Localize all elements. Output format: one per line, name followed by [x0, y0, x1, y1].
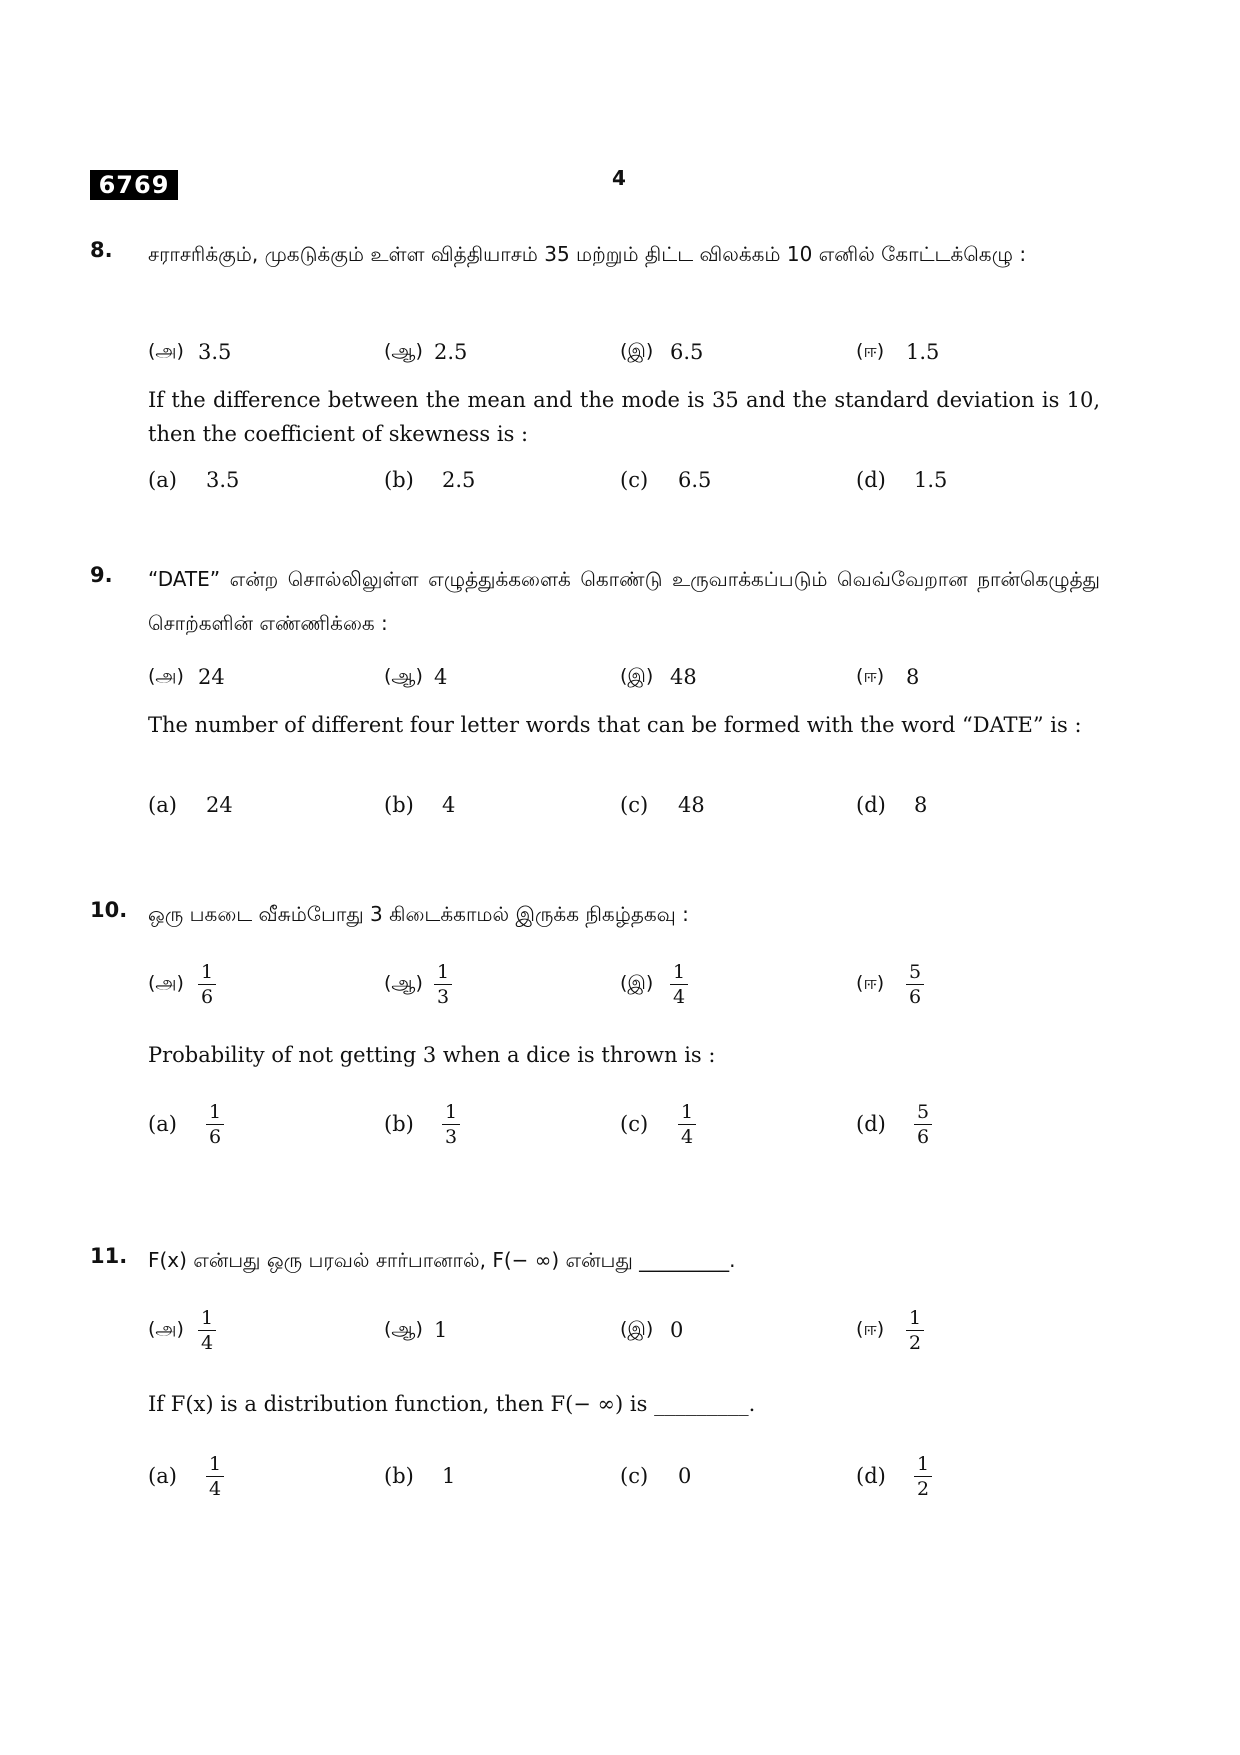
fraction-denominator: 3	[437, 985, 450, 1008]
option-label: (ஆ)	[384, 664, 423, 687]
option-a	[148, 450, 239, 510]
option-label: (அ)	[148, 339, 184, 362]
option-b-tamil	[384, 322, 467, 382]
fraction-numerator: 5	[914, 1101, 932, 1125]
option-fraction	[678, 1101, 696, 1148]
option-d	[856, 1094, 932, 1154]
fraction-numerator: 1	[442, 1101, 460, 1125]
option-d	[856, 775, 927, 835]
option-a-tamil	[148, 954, 216, 1014]
option-c-tamil	[620, 322, 703, 382]
question-text-tamil: “DATE” என்ற சொல்லிலுள்ள எழுத்துக்களைக் கொண்டு உருவாக்கப்படும் வெவ்வேறான நான்கெழுத்து சொற்களின் எண்ணிக்கை :	[148, 567, 1100, 635]
option-a	[148, 775, 233, 835]
question-9	[90, 557, 1100, 817]
option-value: 1	[434, 1318, 448, 1342]
question-number: 8.	[90, 238, 113, 262]
fraction-numerator: 1	[434, 961, 452, 985]
option-value: 4	[434, 665, 448, 689]
paper-code-badge: 6769	[90, 170, 178, 200]
option-c	[620, 1446, 691, 1506]
option-b	[384, 1094, 460, 1154]
option-b-tamil	[384, 954, 452, 1014]
option-label: (ஆ)	[384, 971, 423, 994]
option-label: (d)	[856, 468, 886, 492]
option-label: (b)	[384, 1112, 414, 1136]
option-a-tamil	[148, 1300, 216, 1360]
fraction-denominator: 4	[201, 1331, 214, 1354]
option-value: 48	[670, 665, 697, 689]
options-tamil	[148, 954, 1100, 1014]
option-value: 48	[678, 793, 705, 817]
option-d-tamil	[856, 322, 939, 382]
option-value: 3.5	[198, 340, 232, 364]
option-label: (a)	[148, 1112, 177, 1136]
option-fraction	[914, 1453, 932, 1500]
option-fraction	[434, 961, 452, 1008]
option-value: 4	[442, 793, 456, 817]
fraction-numerator: 1	[198, 961, 216, 985]
question-text-english: The number of different four letter words that can be formed with the word “DATE” is :	[148, 713, 1082, 737]
option-value: 24	[198, 665, 225, 689]
fraction-numerator: 1	[206, 1101, 224, 1125]
fraction-numerator: 1	[198, 1307, 216, 1331]
option-c	[620, 775, 705, 835]
page-number: 4	[612, 166, 626, 190]
option-c	[620, 1094, 696, 1154]
question-number: 11.	[90, 1244, 128, 1268]
option-c-tamil	[620, 954, 688, 1014]
fraction-numerator: 1	[906, 1307, 924, 1331]
option-b-tamil	[384, 1300, 447, 1360]
option-b-tamil	[384, 647, 447, 707]
options-english	[148, 1094, 1100, 1154]
options-english	[148, 1446, 1100, 1506]
option-fraction	[906, 961, 924, 1008]
option-label: (a)	[148, 1464, 177, 1488]
fraction-denominator: 4	[209, 1477, 222, 1500]
question-text-english: Probability of not getting 3 when a dice is thrown is :	[148, 1043, 716, 1067]
option-c-tamil	[620, 1300, 683, 1360]
options-english	[148, 450, 1100, 510]
option-fraction	[206, 1453, 224, 1500]
option-label: (அ)	[148, 1317, 184, 1340]
option-b	[384, 775, 455, 835]
options-english	[148, 775, 1100, 835]
fraction-denominator: 2	[909, 1331, 922, 1354]
option-label: (b)	[384, 793, 414, 817]
question-text-tamil: ஒரு பகடை வீசும்போது 3 கிடைக்காமல் இருக்க நிகழ்தகவு :	[148, 902, 689, 926]
fraction-denominator: 6	[917, 1125, 930, 1148]
option-label: (ஆ)	[384, 1317, 423, 1340]
fraction-denominator: 6	[209, 1125, 222, 1148]
option-fraction	[198, 961, 216, 1008]
option-label: (அ)	[148, 664, 184, 687]
option-d	[856, 450, 947, 510]
option-label: (ஆ)	[384, 339, 423, 362]
option-b	[384, 1446, 455, 1506]
fraction-numerator: 1	[678, 1101, 696, 1125]
option-value: 2.5	[434, 340, 468, 364]
option-label: (ஈ)	[856, 971, 885, 994]
option-label: (இ)	[620, 1317, 654, 1340]
fraction-denominator: 4	[681, 1125, 694, 1148]
options-tamil	[148, 647, 1100, 707]
option-fraction	[206, 1101, 224, 1148]
question-11	[90, 1238, 1100, 1518]
option-value: 24	[206, 793, 233, 817]
options-tamil	[148, 1300, 1100, 1360]
question-10	[90, 892, 1100, 1152]
option-a	[148, 1446, 224, 1506]
fraction-denominator: 6	[201, 985, 214, 1008]
option-label: (இ)	[620, 339, 654, 362]
option-value: 8	[906, 665, 920, 689]
fraction-denominator: 4	[673, 985, 686, 1008]
option-label: (ஈ)	[856, 339, 885, 362]
option-d-tamil	[856, 1300, 924, 1360]
option-value: 8	[914, 793, 928, 817]
option-fraction	[442, 1101, 460, 1148]
question-text-english: If F(x) is a distribution function, then F(− ∞) is _________.	[148, 1392, 756, 1416]
option-d-tamil	[856, 647, 919, 707]
option-value: 2.5	[442, 468, 476, 492]
option-label: (b)	[384, 468, 414, 492]
option-label: (c)	[620, 468, 649, 492]
option-label: (ஈ)	[856, 1317, 885, 1340]
option-c-tamil	[620, 647, 697, 707]
option-fraction	[198, 1307, 216, 1354]
option-label: (இ)	[620, 664, 654, 687]
option-d-tamil	[856, 954, 924, 1014]
fraction-denominator: 2	[917, 1477, 930, 1500]
option-label: (அ)	[148, 971, 184, 994]
option-value: 1.5	[914, 468, 948, 492]
option-fraction	[906, 1307, 924, 1354]
option-fraction	[914, 1101, 932, 1148]
question-8	[90, 232, 1100, 492]
option-label: (d)	[856, 793, 886, 817]
option-fraction	[670, 961, 688, 1008]
fraction-denominator: 6	[909, 985, 922, 1008]
options-tamil	[148, 322, 1100, 382]
option-label: (c)	[620, 1112, 649, 1136]
question-text-tamil: சராசரிக்கும், முகடுக்கும் உள்ள வித்தியாசம் 35 மற்றும் திட்ட விலக்கம் 10 எனில் கோட்டக்கெழு :	[148, 242, 1027, 266]
option-label: (b)	[384, 1464, 414, 1488]
option-a-tamil	[148, 647, 225, 707]
option-a-tamil	[148, 322, 231, 382]
fraction-numerator: 1	[914, 1453, 932, 1477]
option-label: (c)	[620, 1464, 649, 1488]
option-value: 6.5	[678, 468, 712, 492]
option-label: (இ)	[620, 971, 654, 994]
fraction-numerator: 1	[206, 1453, 224, 1477]
option-label: (c)	[620, 793, 649, 817]
fraction-numerator: 1	[670, 961, 688, 985]
option-c	[620, 450, 711, 510]
option-value: 0	[670, 1318, 684, 1342]
option-value: 0	[678, 1464, 692, 1488]
option-label: (d)	[856, 1112, 886, 1136]
option-label: (ஈ)	[856, 664, 885, 687]
fraction-denominator: 3	[445, 1125, 458, 1148]
option-value: 3.5	[206, 468, 240, 492]
option-value: 6.5	[670, 340, 704, 364]
fraction-numerator: 5	[906, 961, 924, 985]
question-number: 10.	[90, 898, 128, 922]
question-text-english: If the difference between the mean and the mode is 35 and the standard deviation is 10, then the coefficient of skewness is :	[148, 388, 1100, 446]
question-text-tamil: F(x) என்பது ஒரு பரவல் சார்பானால், F(− ∞) என்பது _________.	[148, 1248, 736, 1272]
option-value: 1	[442, 1464, 456, 1488]
option-d	[856, 1446, 932, 1506]
question-number: 9.	[90, 563, 113, 587]
option-value: 1.5	[906, 340, 940, 364]
option-label: (a)	[148, 793, 177, 817]
option-label: (a)	[148, 468, 177, 492]
option-b	[384, 450, 475, 510]
option-label: (d)	[856, 1464, 886, 1488]
option-a	[148, 1094, 224, 1154]
